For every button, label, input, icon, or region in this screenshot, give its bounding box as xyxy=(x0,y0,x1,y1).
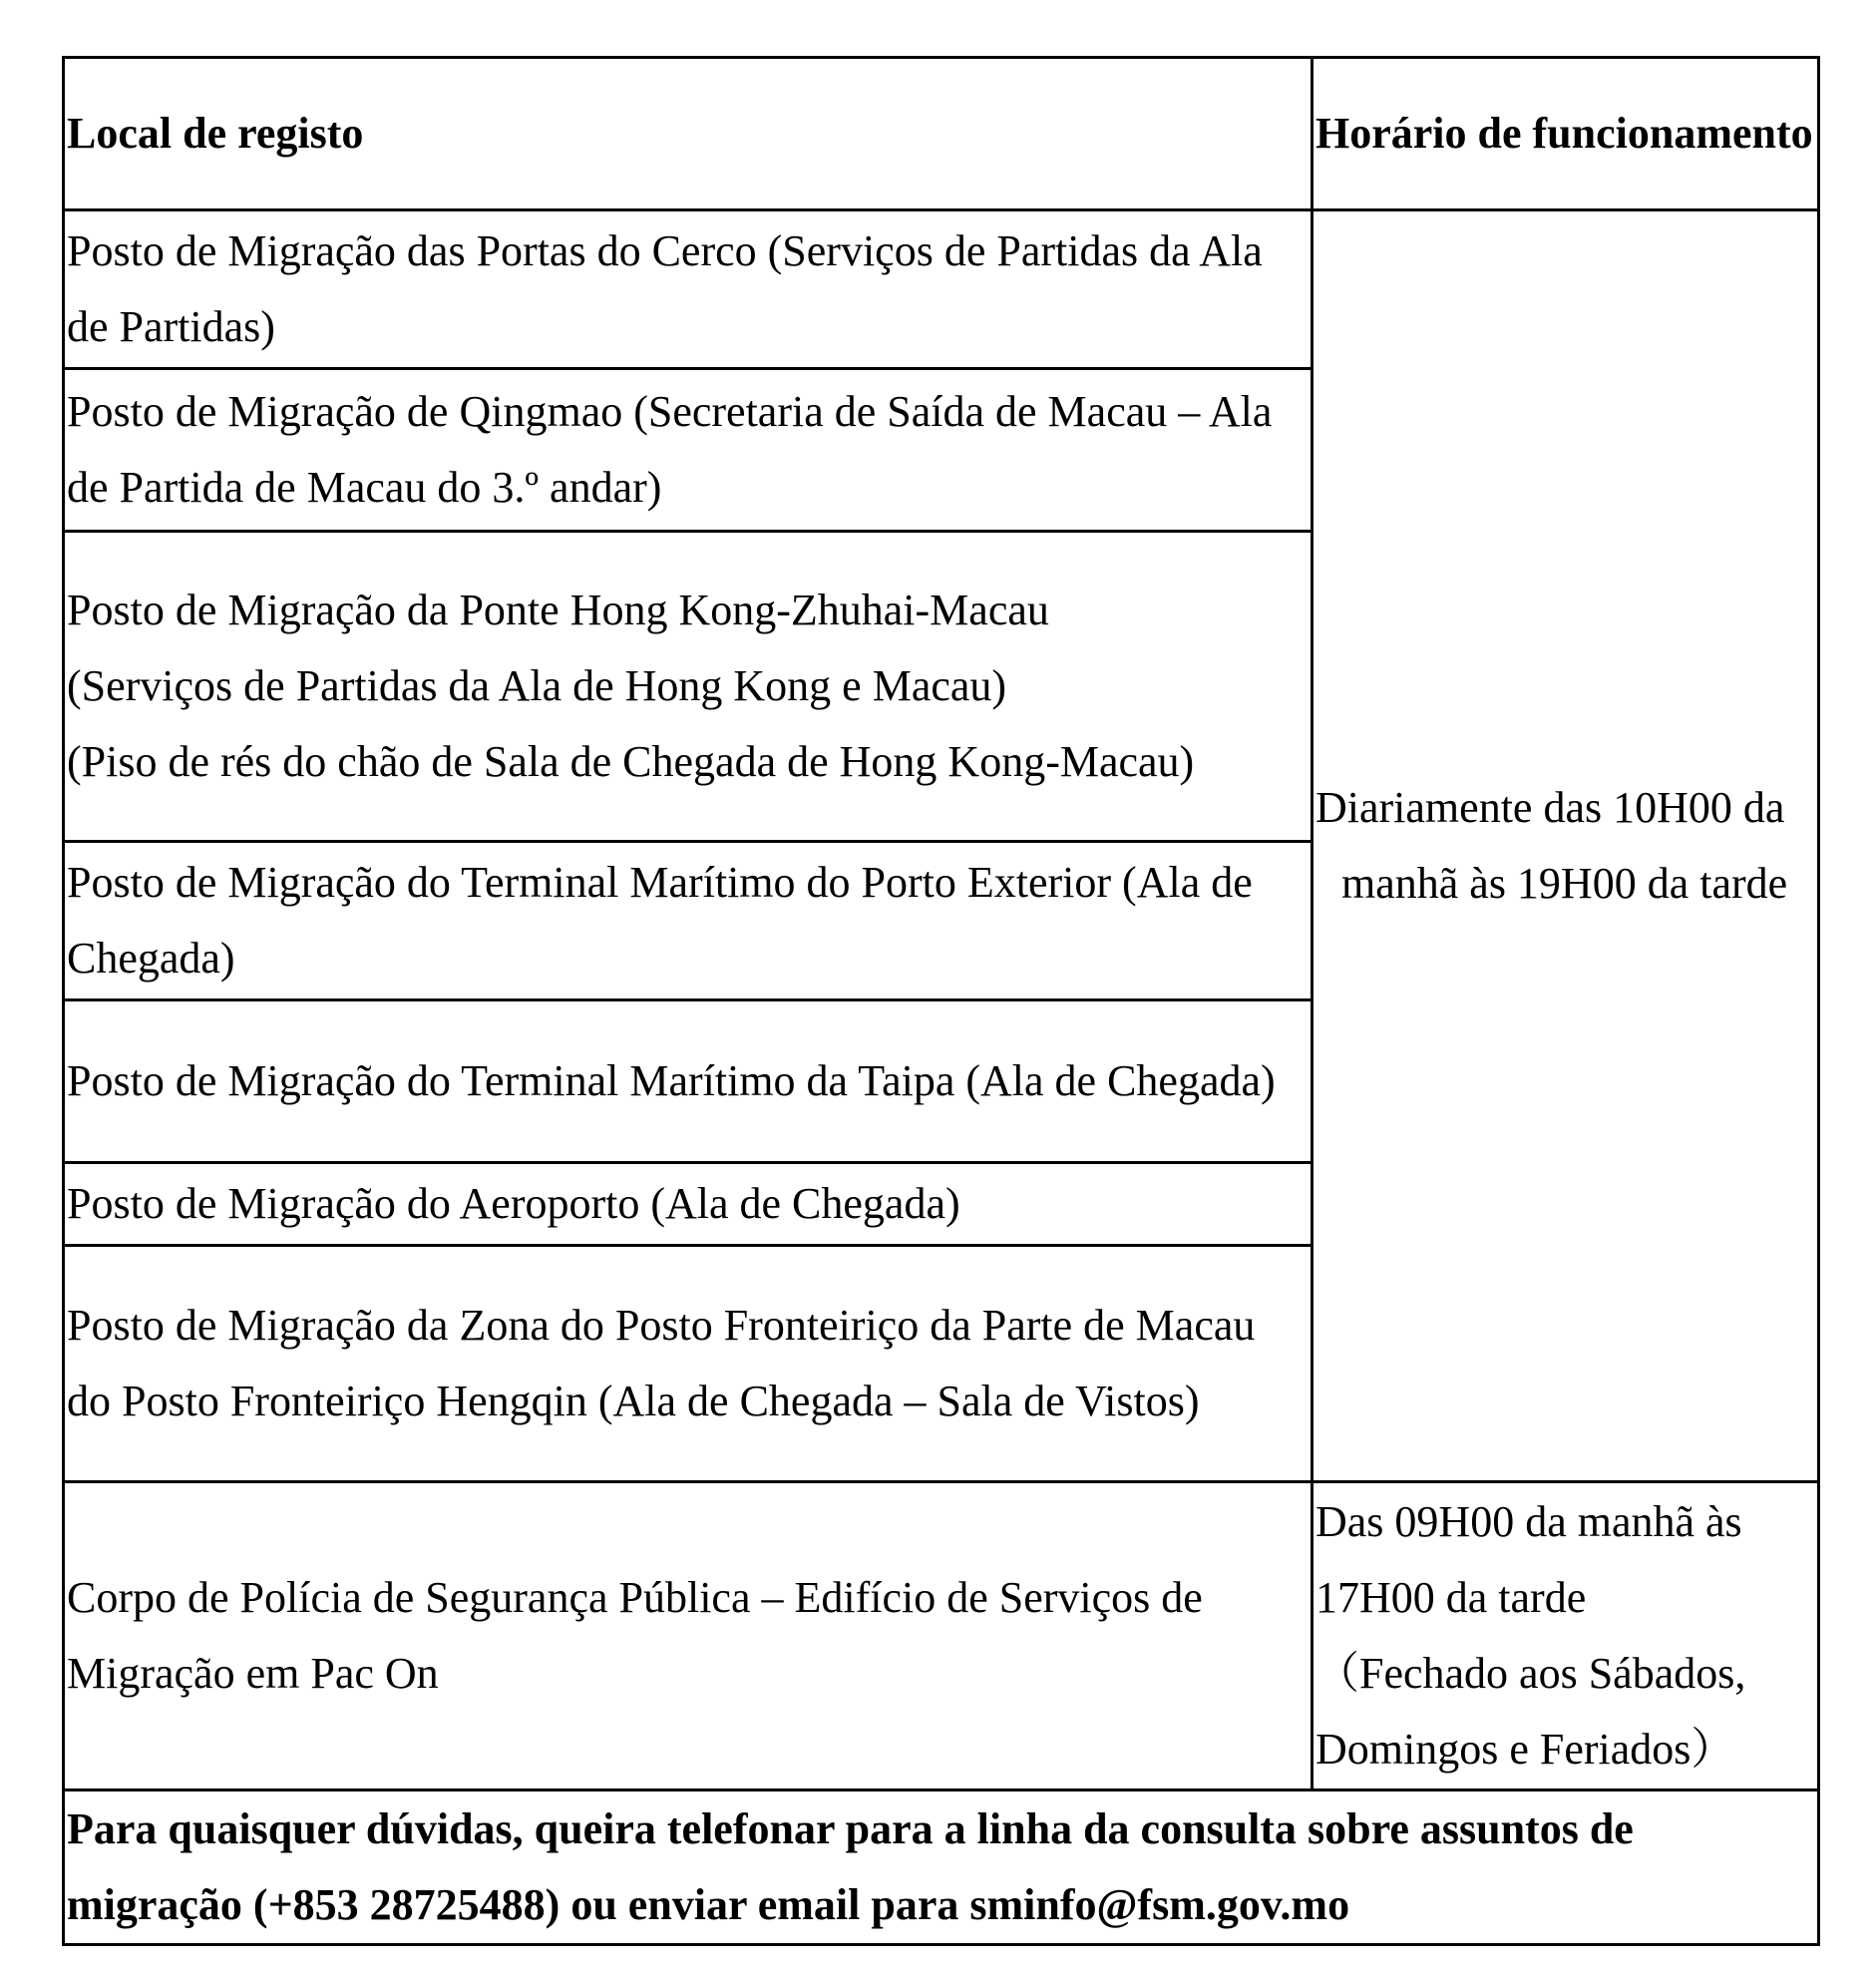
shared-hours-cell xyxy=(1313,210,1819,1482)
table-footer-row xyxy=(64,1790,1819,1945)
location-ponte-hzm xyxy=(64,532,1313,842)
table-row xyxy=(64,210,1819,369)
header-local: Local de registo xyxy=(64,58,1313,210)
location-qingmao: Posto de Migração de Qingmao (Secretaria de Saída de Macau – Ala de Partida de Macau do 3.º andar) xyxy=(64,369,1313,532)
pac-on-hours: Das 09H00 da manhã às 17H00 da tarde xyxy=(1315,1497,1742,1622)
table-header-row xyxy=(64,58,1819,210)
contact-info: Para quaisquer dúvidas, queira telefonar para a linha da consulta sobre assuntos de migração (+853 28725488) ou enviar email para sminfo@fsm.gov.mo xyxy=(64,1790,1819,1945)
pac-on-hours-cell xyxy=(1313,1482,1819,1790)
location-ponte-hzm-line2: (Serviços de Partidas da Ala de Hong Kong e Macau) xyxy=(67,661,1007,710)
shared-hours-text: Diariamente das 10H00 da manhã às 19H00 da tarde xyxy=(1315,783,1788,908)
location-aeroporto: Posto de Migração do Aeroporto (Ala de Chegada) xyxy=(64,1163,1313,1246)
location-ponte-hzm-line1: Posto de Migração da Ponte Hong Kong-Zhuhai-Macau xyxy=(67,586,1049,634)
location-portas-do-cerco: Posto de Migração das Portas do Cerco (Serviços de Partidas da Ala de Partidas) xyxy=(64,210,1313,369)
location-ponte-hzm-line3: (Piso de rés do chão de Sala de Chegada de Hong Kong-Macau) xyxy=(67,737,1195,786)
location-porto-exterior: Posto de Migração do Terminal Marítimo do Porto Exterior (Ala de Chegada) xyxy=(64,842,1313,1000)
location-taipa: Posto de Migração do Terminal Marítimo da Taipa (Ala de Chegada) xyxy=(64,1000,1313,1163)
location-hengqin: Posto de Migração da Zona do Posto Fronteiriço da Parte de Macau do Posto Fronteiriço Hengqin (Ala de Chegada – Sala de Vistos) xyxy=(64,1246,1313,1482)
pac-on-hours-note: （Fechado aos Sábados, Domingos e Feriados） xyxy=(1315,1649,1746,1774)
header-horario: Horário de funcionamento xyxy=(1313,58,1819,210)
table-row xyxy=(64,1482,1819,1790)
location-pac-on: Corpo de Polícia de Segurança Pública – Edifício de Serviços de Migração em Pac On xyxy=(64,1482,1313,1790)
registration-locations-table xyxy=(62,56,1820,1946)
